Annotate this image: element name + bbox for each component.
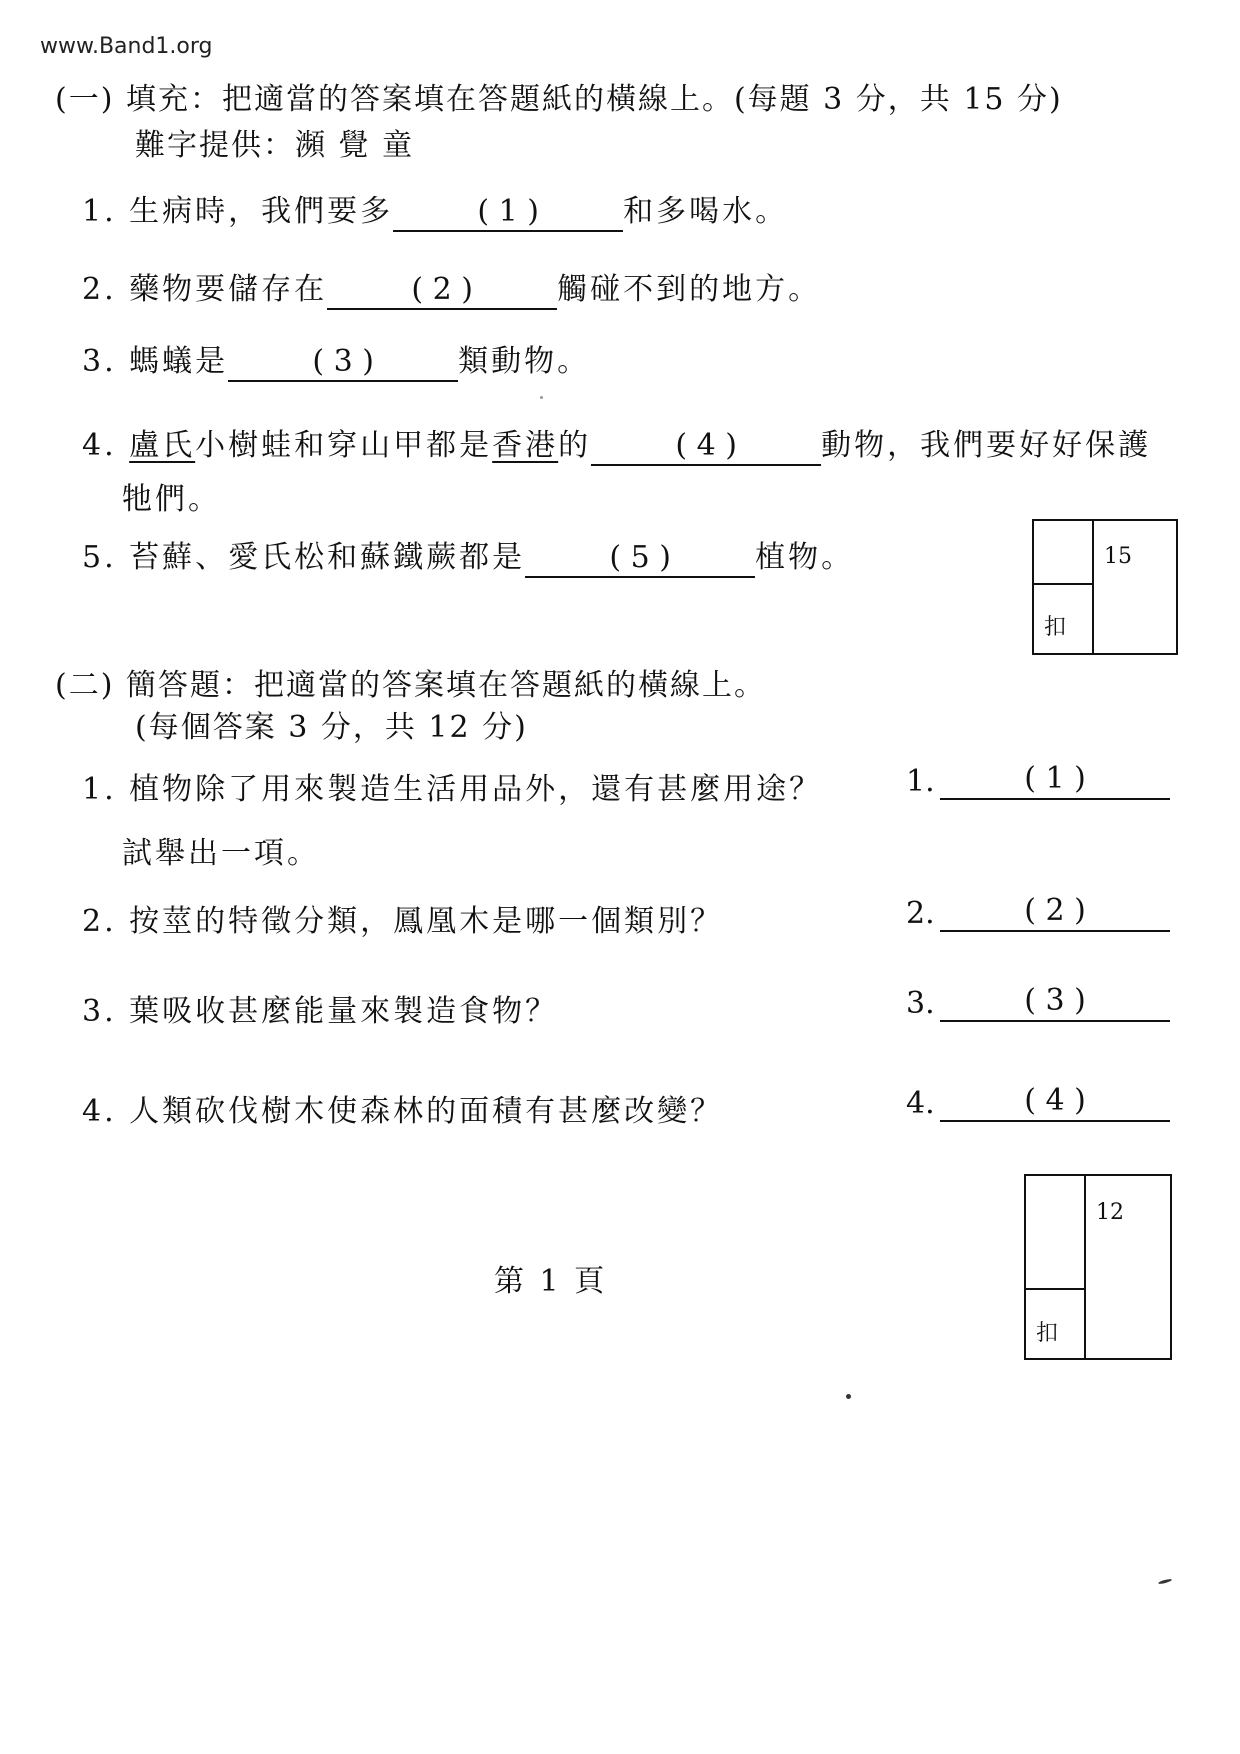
s2-question-4 <box>82 1086 723 1130</box>
question-text: 藥物要儲存在 <box>129 272 328 307</box>
s1-question-4-cont: 牠們。 <box>122 482 221 517</box>
score-total-15: 15 <box>1104 544 1132 569</box>
question-text: 小樹蛙和穿山甲都是 <box>195 428 493 463</box>
question-text: 的 <box>558 428 592 463</box>
s1-question-4 <box>82 420 1151 466</box>
section1-heading: (一) 填充：把適當的答案填在答題紙的橫線上。(每題 3 分，共 15 分) <box>55 82 1063 117</box>
answer-blank-5[interactable]: ( 5 ) <box>525 541 755 578</box>
question-number: 2. <box>82 904 117 939</box>
s1-question-1 <box>82 186 788 232</box>
score-box-divider <box>1032 583 1092 585</box>
answer-number-1: 1. <box>906 764 935 799</box>
proper-name-underlined: 盧氏 <box>129 428 196 463</box>
question-text: 類動物。 <box>458 344 591 379</box>
place-name-underlined: 香港 <box>492 428 559 463</box>
watermark-url: www.Band1.org <box>40 34 213 59</box>
answer-number-2: 2. <box>906 896 935 931</box>
answer-line-4[interactable]: ( 4 ) <box>940 1082 1170 1122</box>
s2-question-1 <box>82 764 822 808</box>
s2-question-3 <box>82 986 558 1030</box>
deduct-label: 扣 <box>1036 1321 1059 1346</box>
answer-line-3[interactable]: ( 3 ) <box>940 982 1170 1022</box>
section2-subheading: (每個答案 3 分，共 12 分) <box>135 710 528 745</box>
question-text: 觸碰不到的地方。 <box>557 272 822 307</box>
question-number: 5. <box>82 540 117 575</box>
question-number: 1. <box>82 194 117 229</box>
question-number: 4. <box>82 1094 117 1129</box>
question-number: 2. <box>82 272 117 307</box>
s2-question-2 <box>82 896 723 940</box>
answer-blank-4[interactable]: ( 4 ) <box>591 429 821 466</box>
score-box-divider <box>1084 1174 1086 1358</box>
section1-hint: 難字提供：瀕 覺 童 <box>135 128 415 163</box>
score-box-divider <box>1092 519 1094 653</box>
question-text: 動物，我們要好好保護 <box>821 428 1152 463</box>
question-text: 螞蟻是 <box>129 344 229 379</box>
question-text: 葉吸收甚麼能量來製造食物？ <box>129 994 559 1029</box>
question-number: 1. <box>82 772 117 807</box>
question-number: 4. <box>82 428 117 463</box>
s2-question-1-cont: 試舉出一項。 <box>122 836 320 871</box>
section2-heading: (二) 簡答題：把適當的答案填在答題紙的橫線上。 <box>55 668 766 703</box>
answer-blank-3[interactable]: ( 3 ) <box>228 345 458 382</box>
scan-speck <box>846 1394 851 1399</box>
answer-blank-2[interactable]: ( 2 ) <box>327 273 557 310</box>
s1-question-3 <box>82 336 590 382</box>
answer-number-3: 3. <box>906 986 935 1021</box>
score-total-12: 12 <box>1096 1200 1124 1225</box>
question-text: 植物。 <box>755 540 855 575</box>
s1-question-2 <box>82 264 821 310</box>
s1-question-5 <box>82 532 854 578</box>
scan-speck <box>1158 1578 1172 1585</box>
answer-number-4: 4. <box>906 1086 935 1121</box>
deduct-label: 扣 <box>1044 615 1067 640</box>
answer-blank-1[interactable]: ( 1 ) <box>393 195 623 232</box>
question-number: 3. <box>82 344 117 379</box>
answer-line-1[interactable]: ( 1 ) <box>940 760 1170 800</box>
scan-speck <box>540 396 543 399</box>
question-text: 和多喝水。 <box>623 194 789 229</box>
question-text: 植物除了用來製造生活用品外，還有甚麼用途？ <box>129 772 823 807</box>
page-number: 第 1 頁 <box>494 1264 608 1299</box>
question-text: 按莖的特徵分類，鳳凰木是哪一個類別？ <box>129 904 724 939</box>
question-number: 3. <box>82 994 117 1029</box>
question-text: 人類砍伐樹木使森林的面積有甚麼改變？ <box>129 1094 724 1129</box>
score-box-divider <box>1024 1288 1084 1290</box>
question-text: 生病時，我們要多 <box>129 194 394 229</box>
question-text: 苔蘚、愛氏松和蘇鐵蕨都是 <box>129 540 526 575</box>
answer-line-2[interactable]: ( 2 ) <box>940 892 1170 932</box>
